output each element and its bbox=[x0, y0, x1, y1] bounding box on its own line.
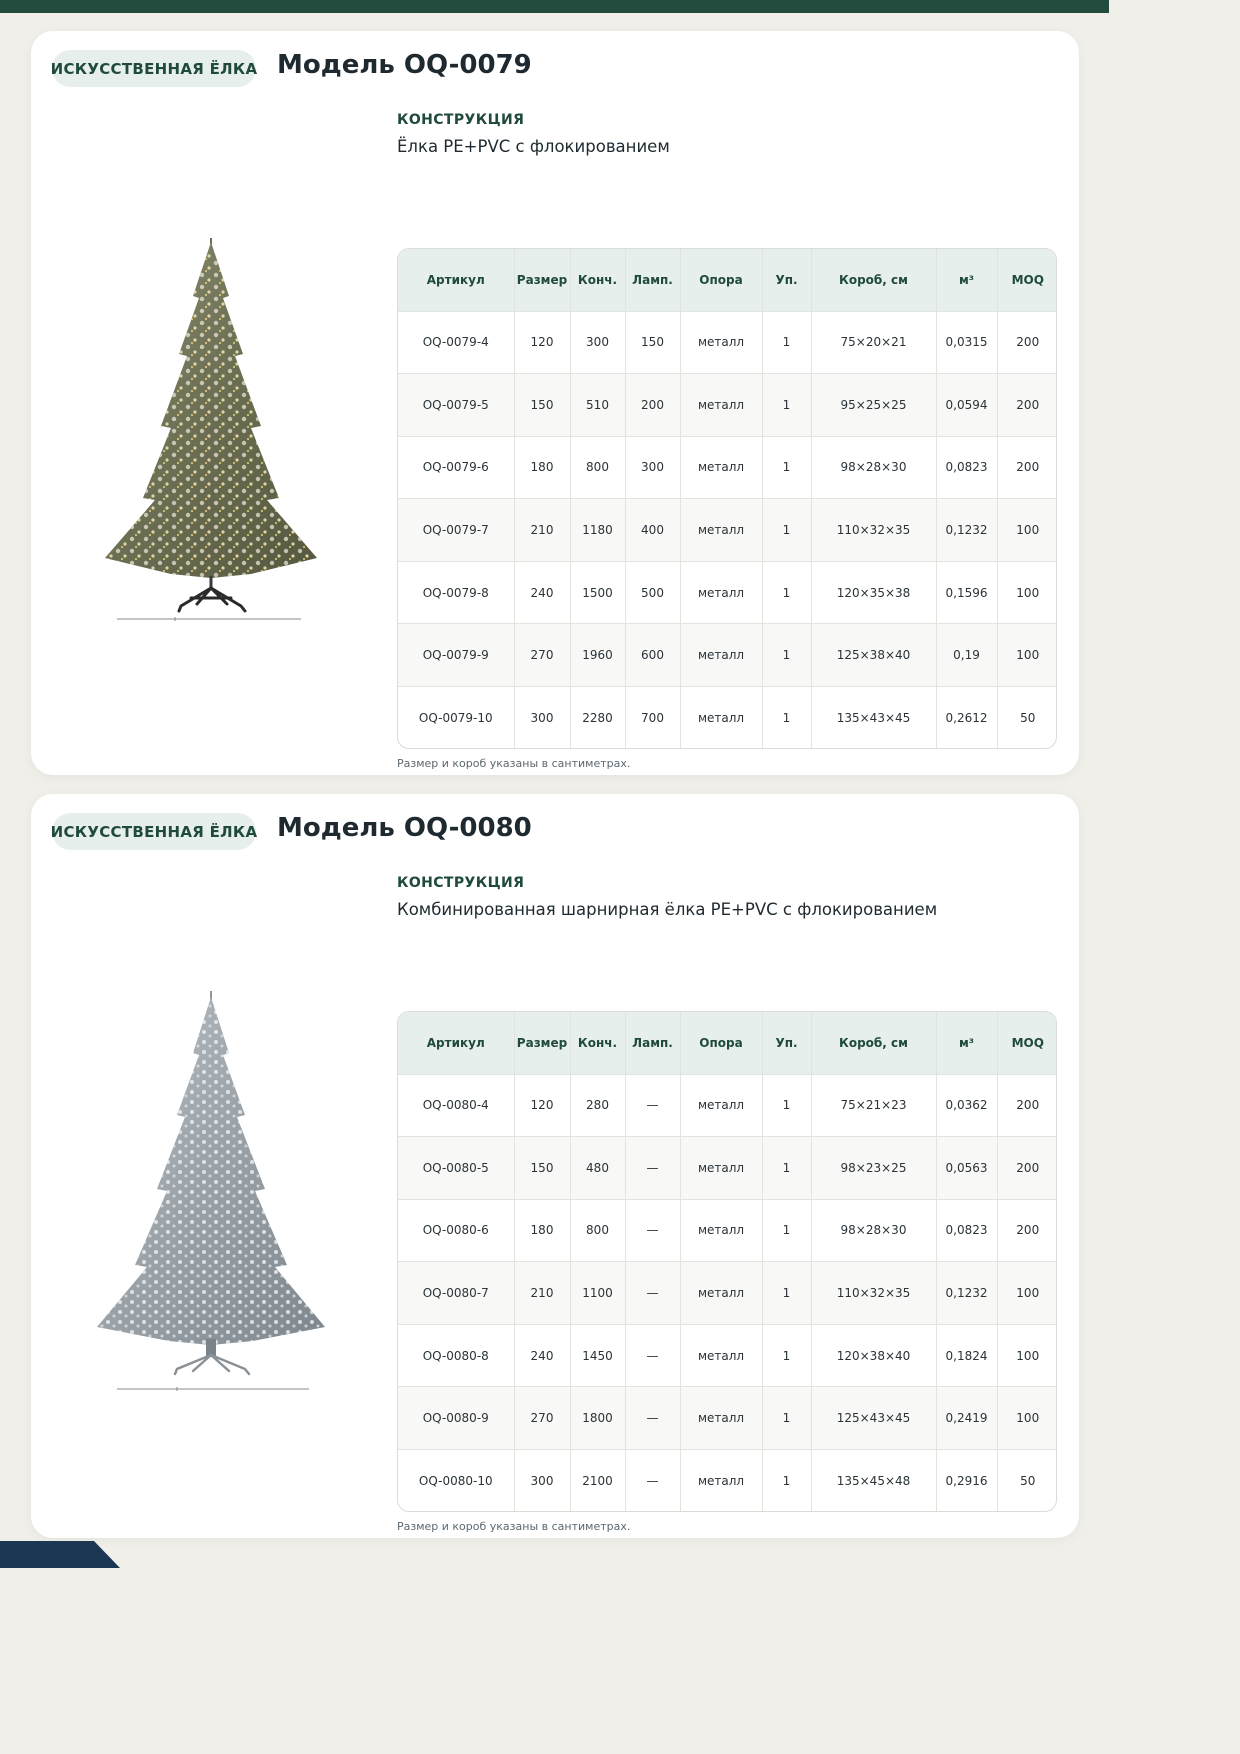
cell-pack: 1 bbox=[762, 1450, 811, 1512]
specs-table-container bbox=[397, 248, 1057, 749]
cell-size: 210 bbox=[514, 1262, 570, 1325]
cell-article: OQ-0079-10 bbox=[398, 687, 514, 749]
cell-tips: 2280 bbox=[570, 687, 625, 749]
cell-volume: 0,1232 bbox=[936, 499, 997, 562]
product-card bbox=[31, 31, 1079, 775]
cell-article: OQ-0079-6 bbox=[398, 436, 514, 499]
cell-box: 95×25×25 bbox=[811, 374, 936, 437]
cell-box: 135×43×45 bbox=[811, 687, 936, 749]
cell-lamps: — bbox=[625, 1387, 680, 1450]
table-row bbox=[398, 1387, 1057, 1450]
table-header-row bbox=[398, 1012, 1057, 1074]
cell-lamps: — bbox=[625, 1262, 680, 1325]
cell-pack: 1 bbox=[762, 1074, 811, 1137]
table-row bbox=[398, 1074, 1057, 1137]
product-image bbox=[101, 236, 321, 626]
header-tips: Конч. bbox=[570, 249, 625, 311]
specs-table bbox=[398, 1012, 1057, 1512]
cell-moq: 100 bbox=[997, 1324, 1057, 1387]
cell-box: 110×32×35 bbox=[811, 1262, 936, 1325]
cell-stand: металл bbox=[680, 561, 762, 624]
cell-pack: 1 bbox=[762, 1324, 811, 1387]
cell-volume: 0,1824 bbox=[936, 1324, 997, 1387]
cell-tips: 280 bbox=[570, 1074, 625, 1137]
cell-moq: 200 bbox=[997, 1074, 1057, 1137]
cell-pack: 1 bbox=[762, 624, 811, 687]
header-box: Короб, см bbox=[811, 249, 936, 311]
cell-lamps: — bbox=[625, 1137, 680, 1200]
cell-article: OQ-0080-5 bbox=[398, 1137, 514, 1200]
header-moq: MOQ bbox=[997, 1012, 1057, 1074]
header-stand: Опора bbox=[680, 1012, 762, 1074]
cell-volume: 0,0823 bbox=[936, 1199, 997, 1262]
header-article: Артикул bbox=[398, 1012, 514, 1074]
cell-article: OQ-0079-9 bbox=[398, 624, 514, 687]
cell-tips: 1100 bbox=[570, 1262, 625, 1325]
cell-pack: 1 bbox=[762, 1387, 811, 1450]
cell-volume: 0,0563 bbox=[936, 1137, 997, 1200]
cell-box: 120×38×40 bbox=[811, 1324, 936, 1387]
header-volume: м³ bbox=[936, 1012, 997, 1074]
table-row bbox=[398, 1324, 1057, 1387]
cell-stand: металл bbox=[680, 687, 762, 749]
cell-stand: металл bbox=[680, 436, 762, 499]
cell-size: 120 bbox=[514, 1074, 570, 1137]
cell-size: 240 bbox=[514, 1324, 570, 1387]
cell-moq: 50 bbox=[997, 687, 1057, 749]
cell-size: 180 bbox=[514, 436, 570, 499]
cell-tips: 1800 bbox=[570, 1387, 625, 1450]
cell-stand: металл bbox=[680, 624, 762, 687]
cell-article: OQ-0079-8 bbox=[398, 561, 514, 624]
cell-size: 210 bbox=[514, 499, 570, 562]
cell-size: 270 bbox=[514, 1387, 570, 1450]
cell-tips: 1960 bbox=[570, 624, 625, 687]
header-volume: м³ bbox=[936, 249, 997, 311]
cell-moq: 50 bbox=[997, 1450, 1057, 1512]
cell-stand: металл bbox=[680, 1387, 762, 1450]
cell-stand: металл bbox=[680, 374, 762, 437]
cell-article: OQ-0080-10 bbox=[398, 1450, 514, 1512]
header-article: Артикул bbox=[398, 249, 514, 311]
header-stand: Опора bbox=[680, 249, 762, 311]
cell-lamps: — bbox=[625, 1324, 680, 1387]
cell-lamps: — bbox=[625, 1199, 680, 1262]
product-image bbox=[93, 989, 329, 1399]
cell-moq: 100 bbox=[997, 561, 1057, 624]
cell-lamps: — bbox=[625, 1450, 680, 1512]
cell-pack: 1 bbox=[762, 1262, 811, 1325]
cell-box: 75×21×23 bbox=[811, 1074, 936, 1137]
table-row bbox=[398, 561, 1057, 624]
cell-tips: 800 bbox=[570, 1199, 625, 1262]
cell-tips: 800 bbox=[570, 436, 625, 499]
model-title: Модель OQ-0079 bbox=[277, 50, 532, 80]
cell-box: 98×28×30 bbox=[811, 436, 936, 499]
table-row bbox=[398, 1262, 1057, 1325]
header-pack: Уп. bbox=[762, 249, 811, 311]
cell-volume: 0,2419 bbox=[936, 1387, 997, 1450]
cell-box: 98×23×25 bbox=[811, 1137, 936, 1200]
table-row bbox=[398, 1137, 1057, 1200]
header-box: Короб, см bbox=[811, 1012, 936, 1074]
cell-article: OQ-0080-4 bbox=[398, 1074, 514, 1137]
cell-moq: 100 bbox=[997, 499, 1057, 562]
cell-tips: 480 bbox=[570, 1137, 625, 1200]
cell-moq: 200 bbox=[997, 1199, 1057, 1262]
table-row bbox=[398, 1199, 1057, 1262]
cell-stand: металл bbox=[680, 1262, 762, 1325]
cell-box: 125×43×45 bbox=[811, 1387, 936, 1450]
cell-volume: 0,19 bbox=[936, 624, 997, 687]
cell-box: 125×38×40 bbox=[811, 624, 936, 687]
cell-lamps: — bbox=[625, 1074, 680, 1137]
cell-pack: 1 bbox=[762, 374, 811, 437]
cell-tips: 2100 bbox=[570, 1450, 625, 1512]
header-lamps: Ламп. bbox=[625, 249, 680, 311]
construction-label: КОНСТРУКЦИЯ bbox=[397, 875, 525, 891]
table-row bbox=[398, 311, 1057, 374]
cell-article: OQ-0079-7 bbox=[398, 499, 514, 562]
cell-pack: 1 bbox=[762, 1137, 811, 1200]
cell-stand: металл bbox=[680, 1450, 762, 1512]
christmas-tree-icon bbox=[101, 236, 321, 626]
cell-size: 120 bbox=[514, 311, 570, 374]
category-badge: ИСКУССТВЕННАЯ ЁЛКА bbox=[52, 813, 256, 850]
cell-box: 120×35×38 bbox=[811, 561, 936, 624]
cell-volume: 0,2916 bbox=[936, 1450, 997, 1512]
cell-pack: 1 bbox=[762, 499, 811, 562]
cell-volume: 0,0362 bbox=[936, 1074, 997, 1137]
cell-tips: 1500 bbox=[570, 561, 625, 624]
cell-lamps: 300 bbox=[625, 436, 680, 499]
table-header-row bbox=[398, 249, 1057, 311]
specs-table-container bbox=[397, 1011, 1057, 1512]
footnote: Размер и короб указаны в сантиметрах. bbox=[397, 757, 631, 770]
cell-moq: 100 bbox=[997, 624, 1057, 687]
table-row bbox=[398, 436, 1057, 499]
cell-moq: 200 bbox=[997, 436, 1057, 499]
cell-pack: 1 bbox=[762, 687, 811, 749]
corner-decoration bbox=[0, 1541, 120, 1568]
cell-article: OQ-0080-7 bbox=[398, 1262, 514, 1325]
header-pack: Уп. bbox=[762, 1012, 811, 1074]
construction-text: Комбинированная шарнирная ёлка PE+PVC с флокированием bbox=[397, 900, 938, 919]
cell-box: 110×32×35 bbox=[811, 499, 936, 562]
cell-stand: металл bbox=[680, 499, 762, 562]
cell-lamps: 600 bbox=[625, 624, 680, 687]
cell-tips: 1180 bbox=[570, 499, 625, 562]
table-row bbox=[398, 687, 1057, 749]
header-moq: MOQ bbox=[997, 249, 1057, 311]
cell-size: 300 bbox=[514, 1450, 570, 1512]
cell-lamps: 400 bbox=[625, 499, 680, 562]
model-title: Модель OQ-0080 bbox=[277, 813, 532, 843]
cell-volume: 0,1232 bbox=[936, 1262, 997, 1325]
cell-pack: 1 bbox=[762, 1199, 811, 1262]
cell-stand: металл bbox=[680, 1199, 762, 1262]
cell-volume: 0,0315 bbox=[936, 311, 997, 374]
table-row bbox=[398, 374, 1057, 437]
construction-label: КОНСТРУКЦИЯ bbox=[397, 112, 525, 128]
cell-volume: 0,1596 bbox=[936, 561, 997, 624]
cell-pack: 1 bbox=[762, 311, 811, 374]
cell-size: 150 bbox=[514, 1137, 570, 1200]
cell-volume: 0,2612 bbox=[936, 687, 997, 749]
cell-stand: металл bbox=[680, 311, 762, 374]
header-tips: Конч. bbox=[570, 1012, 625, 1074]
header-size: Размер bbox=[514, 249, 570, 311]
cell-tips: 510 bbox=[570, 374, 625, 437]
cell-moq: 100 bbox=[997, 1262, 1057, 1325]
cell-moq: 200 bbox=[997, 1137, 1057, 1200]
cell-moq: 200 bbox=[997, 374, 1057, 437]
cell-tips: 1450 bbox=[570, 1324, 625, 1387]
top-accent-bar bbox=[0, 0, 1109, 13]
cell-article: OQ-0080-6 bbox=[398, 1199, 514, 1262]
cell-stand: металл bbox=[680, 1137, 762, 1200]
cell-article: OQ-0079-5 bbox=[398, 374, 514, 437]
cell-lamps: 200 bbox=[625, 374, 680, 437]
specs-table bbox=[398, 249, 1057, 749]
category-badge: ИСКУССТВЕННАЯ ЁЛКА bbox=[52, 50, 256, 87]
cell-stand: металл bbox=[680, 1074, 762, 1137]
cell-pack: 1 bbox=[762, 436, 811, 499]
cell-tips: 300 bbox=[570, 311, 625, 374]
table-row bbox=[398, 499, 1057, 562]
cell-stand: металл bbox=[680, 1324, 762, 1387]
cell-box: 75×20×21 bbox=[811, 311, 936, 374]
table-body bbox=[398, 311, 1057, 749]
header-lamps: Ламп. bbox=[625, 1012, 680, 1074]
construction-text: Ёлка PE+PVC с флокированием bbox=[397, 137, 670, 156]
cell-lamps: 700 bbox=[625, 687, 680, 749]
cell-size: 270 bbox=[514, 624, 570, 687]
table-body bbox=[398, 1074, 1057, 1512]
table-row bbox=[398, 1450, 1057, 1512]
cell-volume: 0,0594 bbox=[936, 374, 997, 437]
cell-lamps: 500 bbox=[625, 561, 680, 624]
cell-article: OQ-0080-8 bbox=[398, 1324, 514, 1387]
header-size: Размер bbox=[514, 1012, 570, 1074]
cell-size: 240 bbox=[514, 561, 570, 624]
cell-box: 98×28×30 bbox=[811, 1199, 936, 1262]
cell-moq: 200 bbox=[997, 311, 1057, 374]
christmas-tree-icon bbox=[93, 989, 329, 1399]
cell-box: 135×45×48 bbox=[811, 1450, 936, 1512]
footnote: Размер и короб указаны в сантиметрах. bbox=[397, 1520, 631, 1533]
cell-article: OQ-0079-4 bbox=[398, 311, 514, 374]
cell-pack: 1 bbox=[762, 561, 811, 624]
cell-size: 300 bbox=[514, 687, 570, 749]
cell-moq: 100 bbox=[997, 1387, 1057, 1450]
cell-size: 180 bbox=[514, 1199, 570, 1262]
cell-volume: 0,0823 bbox=[936, 436, 997, 499]
product-card bbox=[31, 794, 1079, 1538]
cell-lamps: 150 bbox=[625, 311, 680, 374]
cell-article: OQ-0080-9 bbox=[398, 1387, 514, 1450]
table-row bbox=[398, 624, 1057, 687]
cell-size: 150 bbox=[514, 374, 570, 437]
